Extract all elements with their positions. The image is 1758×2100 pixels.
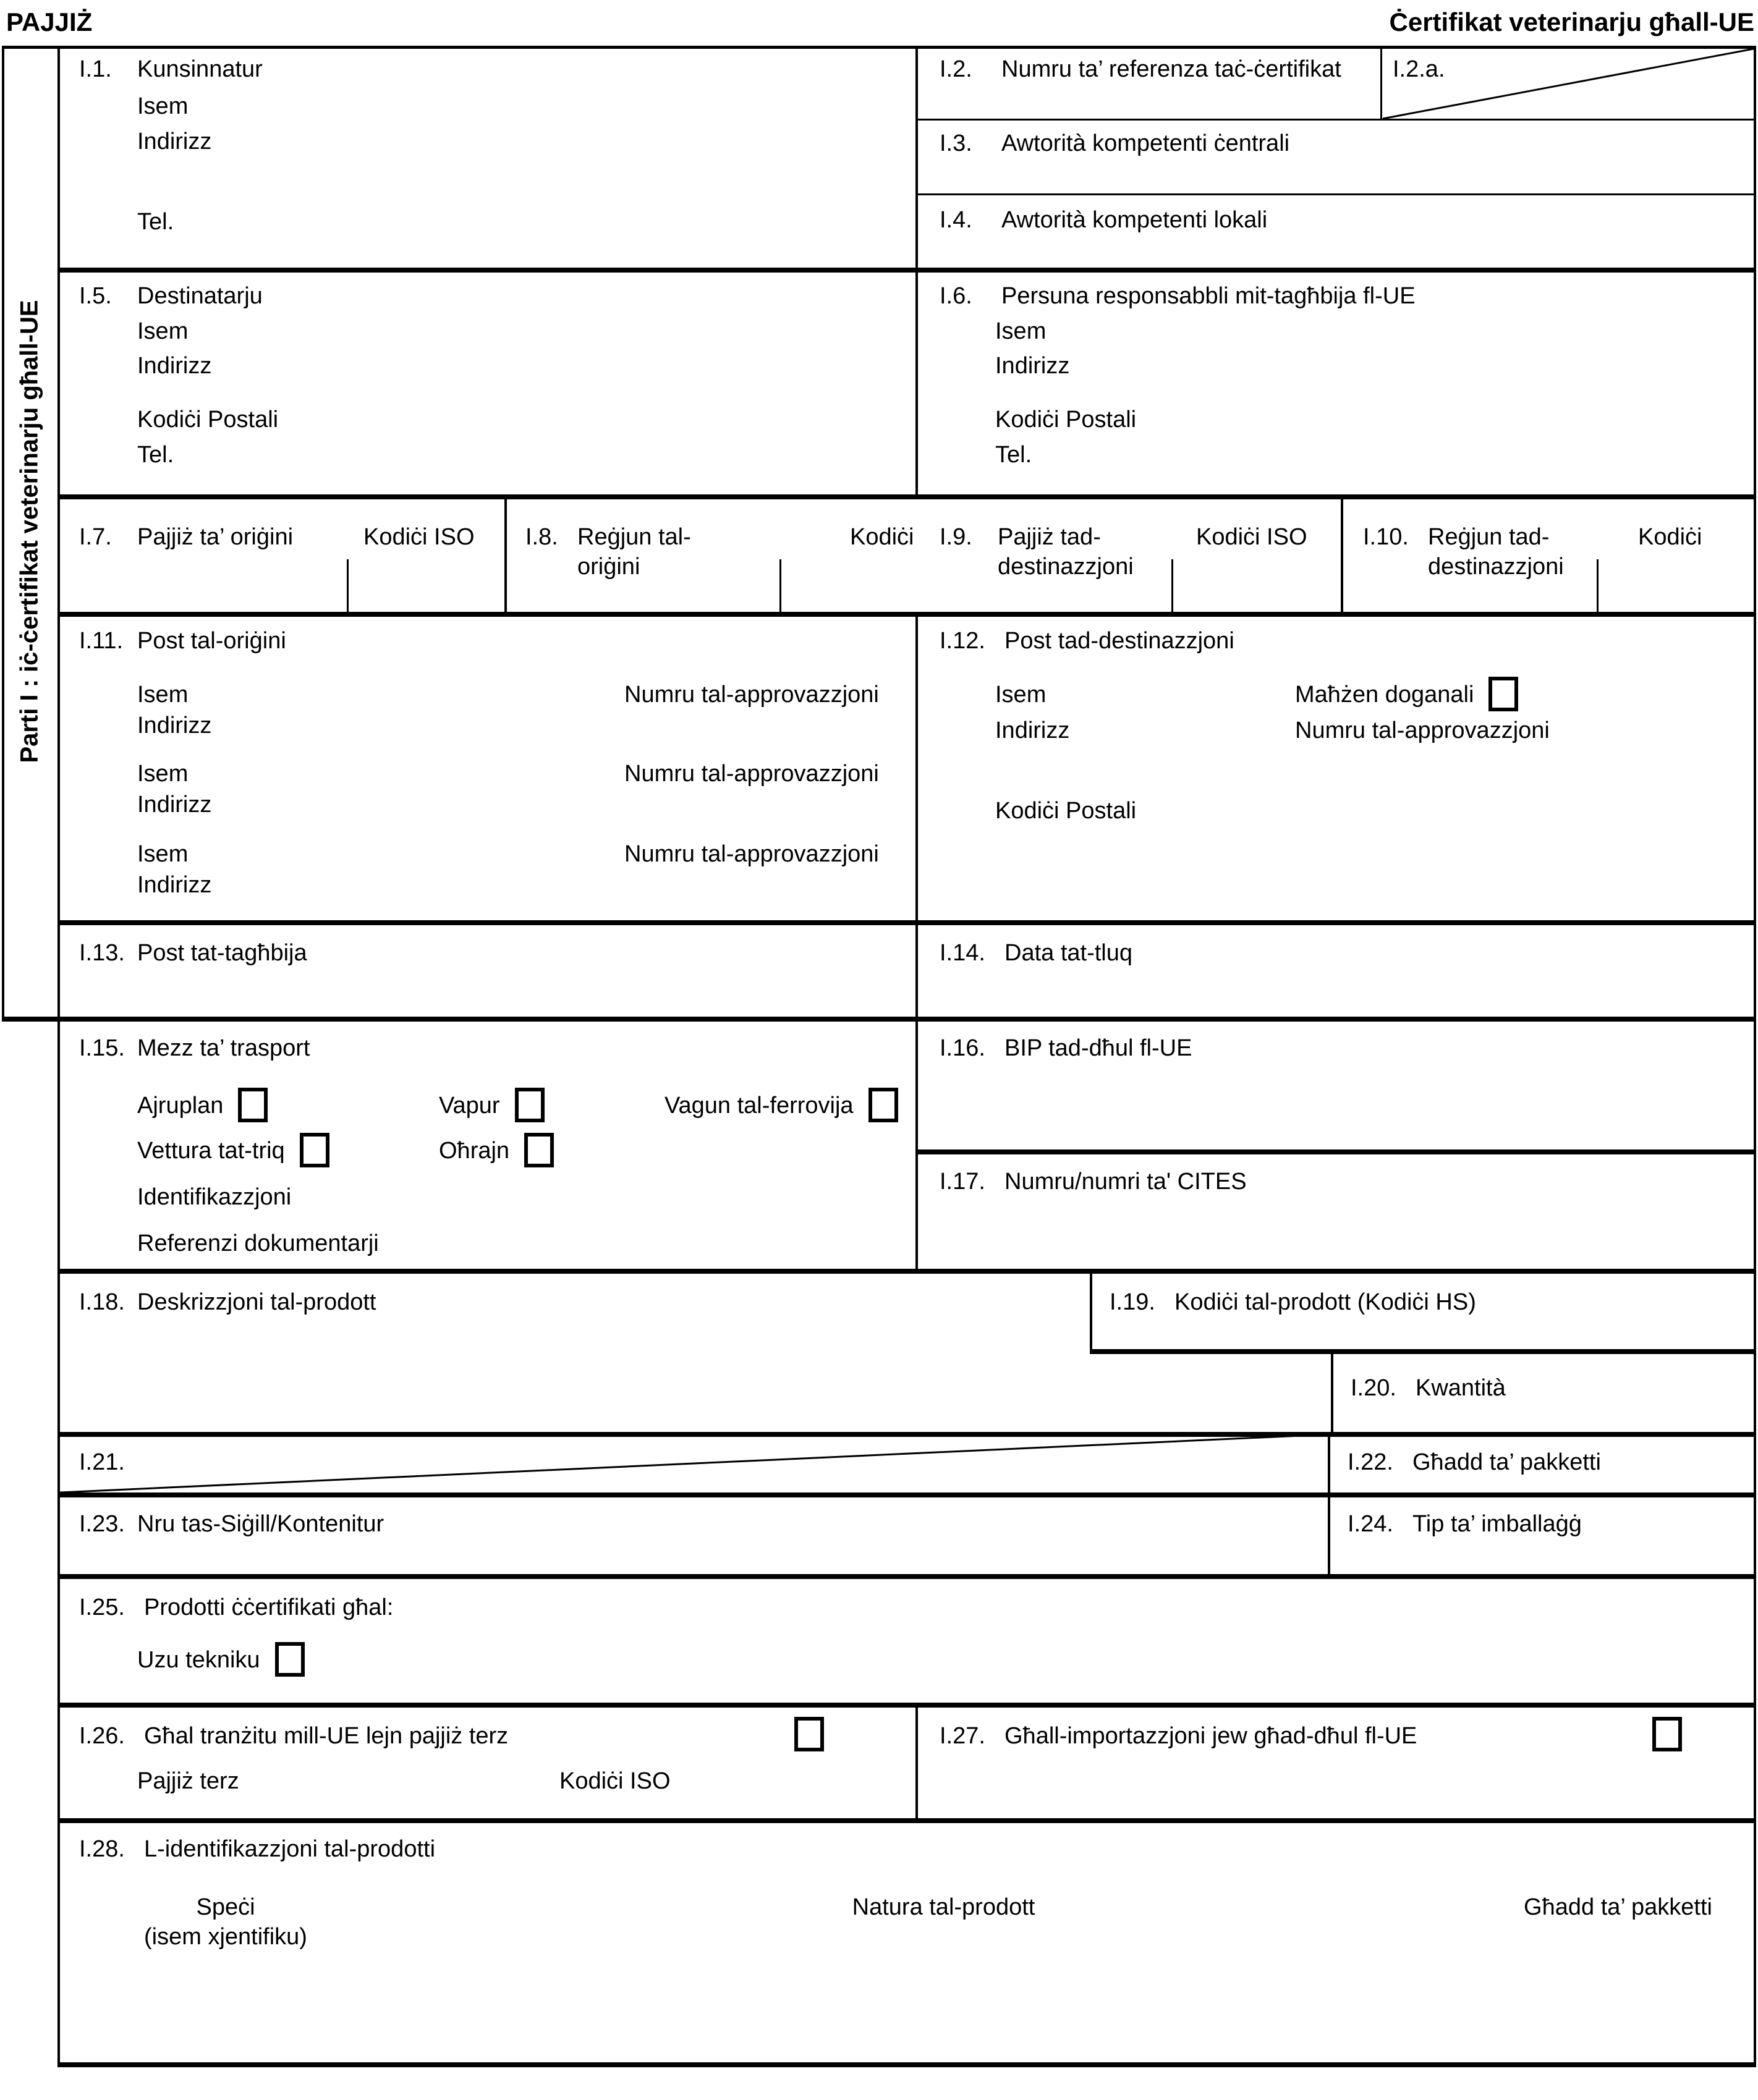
i15-airplane-checkbox[interactable] [238, 1088, 268, 1122]
divider-row1 [57, 268, 1756, 273]
divider-row3 [57, 612, 1756, 617]
divider-row8 [57, 1492, 1756, 1497]
part1-sidebar [2, 46, 57, 1017]
bottom-border [57, 2062, 1756, 2067]
box-i3-num: I.3. [940, 130, 972, 156]
divider-row9 [57, 1574, 1756, 1579]
divider-i21-i24 [1328, 1432, 1330, 1574]
i15-railway-label: Vagun tal-ferrovija [665, 1093, 854, 1119]
i12-customs-warehouse-checkbox[interactable] [1488, 677, 1518, 711]
box-i14-num: I.14. [940, 940, 985, 966]
outer-right-border [1754, 46, 1756, 2067]
iso-tick-i7 [347, 559, 349, 612]
box-i16-num: I.16. [940, 1035, 985, 1061]
box-i11-title: Post tal-oriġini [137, 628, 286, 654]
box-i12-label [940, 626, 1234, 656]
i5-address-label: Indirizz [137, 353, 212, 379]
box-i25-title: Prodotti ċċertifikati għal: [144, 1594, 394, 1620]
box-i5-title: Destinatarju [137, 283, 263, 309]
divider-i2-i2a [1380, 48, 1382, 119]
i26-iso-label: Kodiċi ISO [559, 1768, 671, 1794]
box-i26-label [79, 1721, 508, 1751]
i11-address2-label: Indirizz [137, 792, 212, 818]
box-i27-label [940, 1721, 1417, 1751]
i19-left-border [1090, 1269, 1092, 1349]
box-i4-num: I.4. [940, 207, 972, 233]
i26-third-country-label: Pajjiż terz [137, 1768, 239, 1794]
divider-i19-i20 [1090, 1349, 1756, 1354]
box-i18-title: Deskrizzjoni tal-prodott [137, 1289, 376, 1315]
box-i12-num: I.12. [940, 628, 985, 654]
part1-sidebar-label: Parti I : iċ-ċertifikat veterinarju għall-UE [15, 299, 43, 763]
box-i13-num: I.13. [79, 940, 125, 966]
box-i6-label [940, 281, 1416, 311]
box-i24-num: I.24. [1348, 1511, 1393, 1537]
iso-tick-i9 [1171, 559, 1173, 612]
column-divider-middle [915, 612, 918, 1269]
box-i4-label [940, 205, 1267, 235]
i6-address-label: Indirizz [995, 353, 1070, 379]
i27-import-checkbox[interactable] [1652, 1717, 1682, 1751]
box-i20-title: Kwantità [1416, 1375, 1506, 1401]
box-i25-label [79, 1593, 393, 1622]
divider-row6 [57, 1269, 1756, 1274]
i12-customs-warehouse-label: Maħżen doganali [1295, 682, 1474, 708]
i20-left-border [1331, 1349, 1333, 1432]
box-i28-label [79, 1834, 435, 1864]
box-i19-title: Kodiċi tal-prodott (Kodiċi HS) [1174, 1289, 1476, 1315]
box-i8-label [525, 522, 707, 582]
i25-technical-use-option [137, 1645, 305, 1677]
country-header-label: PAJJIŻ [6, 7, 93, 36]
i7-iso-label: Kodiċi ISO [363, 524, 475, 550]
box-i19-num: I.19. [1110, 1289, 1155, 1315]
box-i2a-num: I.2.a. [1393, 56, 1445, 82]
box-i8-title: Reġjun tal-oriġini [577, 524, 691, 580]
box-i1-title: Kunsinnatur [137, 56, 263, 82]
outer-left-border [2, 46, 4, 1022]
box-i25-num: I.25. [79, 1594, 125, 1620]
box-i20-label [1351, 1373, 1506, 1403]
i15-ship-checkbox[interactable] [515, 1088, 545, 1122]
i12-postcode-label: Kodiċi Postali [995, 798, 1137, 824]
box-i26-num: I.26. [79, 1723, 125, 1749]
box-i22-num: I.22. [1348, 1449, 1393, 1475]
box-i7-title: Pajjiż ta’ oriġini [137, 524, 294, 550]
certificate-title: Ċertifikat veterinarju għall-UE [1389, 7, 1754, 36]
i11-address3-label: Indirizz [137, 872, 212, 898]
i11-name1-label: Isem [137, 682, 189, 708]
i11-approval1-label: Numru tal-approvazzjoni [624, 682, 879, 708]
box-i9-num: I.9. [940, 524, 972, 550]
box-i3-title: Awtorità kompetenti ċentrali [1001, 130, 1290, 156]
i15-doc-refs-label: Referenzi dokumentarji [137, 1230, 379, 1256]
box-i21-num: I.21. [79, 1449, 125, 1475]
i15-railway-option [665, 1091, 898, 1122]
box-i23-label [79, 1509, 384, 1539]
box-i16-title: BIP tad-dħul fl-UE [1004, 1035, 1192, 1061]
i25-technical-use-label: Uzu tekniku [137, 1647, 260, 1673]
box-i13-label [79, 938, 307, 968]
i11-address1-label: Indirizz [137, 713, 212, 739]
box-i12-title: Post tad-destinazzjoni [1004, 628, 1234, 654]
box-i24-label [1348, 1509, 1582, 1539]
box-i22-title: Għadd ta’ pakketti [1412, 1449, 1601, 1475]
box-i5-label [79, 281, 263, 311]
i28-nature-header: Natura tal-prodott [852, 1894, 1035, 1920]
box-i16-label [940, 1033, 1192, 1063]
i5-name-label: Isem [137, 318, 189, 344]
i15-other-checkbox[interactable] [524, 1133, 554, 1167]
box-i19-label [1110, 1287, 1476, 1317]
box-i7-label [79, 522, 293, 552]
i1-tel-label: Tel. [137, 209, 174, 235]
box-i8-num: I.8. [525, 524, 558, 550]
i15-railway-checkbox[interactable] [868, 1088, 898, 1122]
box-i5-num: I.5. [79, 283, 112, 309]
i9-iso-label: Kodiċi ISO [1196, 524, 1307, 550]
divider-i2-i3 [915, 119, 1756, 121]
box-i18-label [79, 1287, 376, 1317]
content-left-border [57, 46, 60, 2067]
i28-species-header [124, 1892, 328, 1952]
i15-road-checkbox[interactable] [300, 1133, 329, 1167]
box-i6-num: I.6. [940, 283, 972, 309]
divider-i7-i8 [504, 494, 507, 612]
i12-approval-label: Numru tal-approvazzjoni [1295, 718, 1550, 743]
box-i3-label [940, 129, 1289, 158]
i15-airplane-label: Ajruplan [137, 1093, 224, 1119]
box-i7-num: I.7. [79, 524, 112, 550]
i12-customs-warehouse-option [1295, 680, 1518, 711]
box-i17-num: I.17. [940, 1169, 985, 1195]
box-i17-title: Numru/numri ta' CITES [1004, 1169, 1247, 1195]
divider-row2 [57, 494, 1756, 499]
box-i28-title: L-identifikazzjoni tal-prodotti [144, 1836, 436, 1862]
divider-i3-i4 [915, 193, 1756, 195]
box-i6-title: Persuna responsabbli mit-tagħbija fl-UE [1001, 283, 1416, 309]
i11-name2-label: Isem [137, 761, 189, 787]
i1-name-label: Isem [137, 93, 189, 119]
box-i4-title: Awtorità kompetenti lokali [1001, 207, 1268, 233]
box-i14-label [940, 938, 1132, 968]
i28-species-label: Speċi [196, 1894, 255, 1920]
i15-ship-label: Vapur [439, 1093, 500, 1119]
i6-tel-label: Tel. [995, 442, 1032, 468]
i12-address-label: Indirizz [995, 718, 1070, 743]
box-i23-title: Nru tas-Siġill/Kontenitur [137, 1511, 384, 1537]
i21-diagonal-line [60, 1434, 1328, 1492]
divider-i9-i10 [1341, 494, 1343, 612]
box-i11-label [79, 626, 286, 656]
i5-postcode-label: Kodiċi Postali [137, 407, 279, 433]
box-i15-num: I.15. [79, 1035, 125, 1061]
divider-i16-i17 [915, 1149, 1756, 1154]
i15-other-label: Oħrajn [439, 1138, 510, 1164]
i15-ship-option [439, 1091, 545, 1122]
box-i18-num: I.18. [79, 1289, 125, 1315]
box-i14-title: Data tat-tluq [1004, 940, 1132, 966]
box-i10-label [1363, 522, 1586, 582]
box-i10-title: Reġjun tad-destinazzjoni [1428, 524, 1564, 580]
divider-row10 [57, 1703, 1756, 1708]
i26-transit-checkbox[interactable] [794, 1717, 824, 1751]
column-divider-top [915, 46, 918, 494]
i15-road-option [137, 1136, 329, 1167]
i25-technical-use-checkbox[interactable] [275, 1642, 305, 1677]
box-i26-title: Għal tranżitu mill-UE lejn pajjiż terz [144, 1723, 509, 1749]
box-i28-num: I.28. [79, 1836, 125, 1862]
i15-airplane-option [137, 1091, 268, 1122]
box-i1-num: I.1. [79, 56, 112, 82]
i28-packages-header: Għadd ta’ pakketti [1524, 1894, 1712, 1920]
box-i1-label [79, 54, 263, 84]
column-divider-i26-i27 [915, 1703, 918, 1818]
box-i9-title: Pajjiż tad-destinazzjoni [998, 524, 1134, 580]
i10-code-label: Kodiċi [1638, 524, 1702, 550]
box-i2-label [940, 54, 1341, 84]
box-i2-title: Numru ta’ referenza taċ-ċertifikat [1001, 56, 1341, 82]
divider-row4 [57, 920, 1756, 925]
box-i22-label [1348, 1447, 1601, 1477]
i1-address-label: Indirizz [137, 129, 212, 155]
box-i15-title: Mezz ta’ trasport [137, 1035, 310, 1061]
i8-code-label: Kodiċi [850, 524, 914, 550]
box-i2-num: I.2. [940, 56, 972, 82]
i15-other-option [439, 1136, 554, 1167]
box-i17-label [940, 1167, 1247, 1196]
i15-road-label: Vettura tat-triq [137, 1138, 285, 1164]
i15-identification-label: Identifikazzjoni [137, 1184, 292, 1210]
divider-row5 [2, 1017, 1756, 1022]
box-i15-label [79, 1033, 310, 1063]
box-i9-label [940, 522, 1155, 582]
i11-approval3-label: Numru tal-approvazzjoni [624, 841, 879, 867]
box-i27-title: Għall-importazzjoni jew għad-dħul fl-UE [1004, 1723, 1417, 1749]
box-i10-num: I.10. [1363, 524, 1409, 550]
i6-postcode-label: Kodiċi Postali [995, 407, 1137, 433]
box-i24-title: Tip ta’ imballaġġ [1412, 1511, 1582, 1537]
code-tick-i8 [779, 559, 781, 612]
i11-name3-label: Isem [137, 841, 189, 867]
i12-name-label: Isem [995, 682, 1047, 708]
i28-species-sub-label: (isem xjentifiku) [144, 1924, 307, 1950]
box-i23-num: I.23. [79, 1511, 125, 1537]
box-i11-num: I.11. [79, 628, 124, 654]
divider-row11 [57, 1818, 1756, 1823]
code-tick-i10 [1597, 559, 1599, 612]
box-i27-num: I.27. [940, 1723, 985, 1749]
box-i13-title: Post tat-tagħbija [137, 940, 307, 966]
i5-tel-label: Tel. [137, 442, 174, 468]
i11-approval2-label: Numru tal-approvazzjoni [624, 761, 879, 787]
box-i20-num: I.20. [1351, 1375, 1396, 1401]
i6-name-label: Isem [995, 318, 1047, 344]
